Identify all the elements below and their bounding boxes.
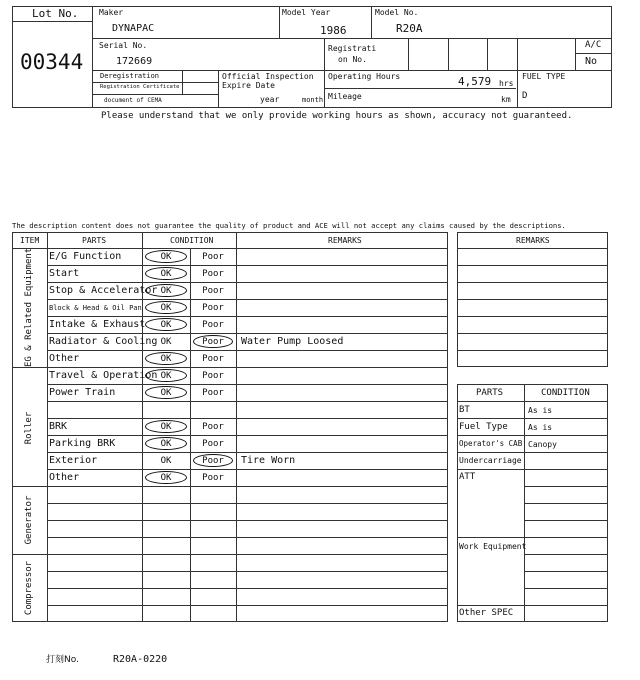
registration-label-2: on No. [338, 55, 367, 64]
divider [236, 232, 237, 622]
right-part-bt: BT [459, 405, 470, 415]
row-divider [47, 452, 448, 453]
ok-selected-circle [145, 284, 187, 297]
part-label: E/G Function [49, 251, 122, 262]
row-divider [47, 282, 448, 283]
divider [457, 350, 608, 351]
operating-hours-label: Operating Hours [328, 72, 401, 81]
row-divider [47, 401, 448, 402]
ok-option[interactable]: OK [160, 473, 172, 483]
part-label: Exterior [49, 455, 98, 466]
divider [47, 232, 48, 622]
row-divider [47, 435, 448, 436]
right-part-undercarriage: Undercarriage [459, 456, 522, 465]
divider [92, 70, 612, 71]
divider [279, 6, 280, 38]
divider [12, 21, 92, 22]
divider [12, 367, 448, 368]
inspection-label: Official Inspection [222, 72, 314, 81]
ok-selected-circle [145, 352, 187, 365]
divider [524, 520, 608, 521]
divider [182, 70, 183, 94]
ok-option[interactable]: OK [160, 269, 172, 279]
divider [92, 94, 218, 95]
poor-option[interactable]: Poor [202, 473, 224, 483]
right-part-att: ATT [459, 472, 476, 482]
disclaimer: The description content does not guarantee the quality of product and ACE will not accept any claims caused by the descriptions. [12, 221, 566, 230]
divider [457, 605, 608, 606]
row-divider [47, 520, 448, 521]
km-label: km [501, 95, 511, 104]
divider [12, 486, 448, 487]
poor-option[interactable]: Poor [202, 371, 224, 381]
mileage-label: Mileage [328, 92, 362, 101]
stamp-label: 打刻No. [46, 655, 79, 665]
row-divider [47, 418, 448, 419]
ok-selected-circle [145, 369, 187, 382]
divider [524, 554, 608, 555]
fuel-type-label: FUEL TYPE [522, 72, 566, 81]
ok-selected-circle [145, 386, 187, 399]
part-label: Other [49, 472, 80, 483]
poor-selected-circle [193, 454, 233, 467]
part-label: BRK [49, 421, 68, 432]
right-cond-fuel-type: As is [528, 423, 553, 432]
divider [92, 6, 93, 108]
part-label: Block & Head & Oil Pan [49, 304, 142, 312]
remarks-header: REMARKS [328, 236, 362, 245]
divider [371, 6, 372, 38]
row-divider [47, 316, 448, 317]
divider [457, 248, 608, 249]
cema-label: document of CEMA [104, 97, 162, 104]
divider [457, 282, 608, 283]
poor-option[interactable]: Poor [202, 286, 224, 296]
ok-option[interactable]: OK [160, 337, 172, 347]
lot-label: Lot No. [32, 7, 79, 20]
divider [12, 248, 448, 249]
remark-text: Water Pump Loosed [241, 336, 344, 347]
right-part-operator-cab: Operator's CAB [459, 439, 523, 448]
ok-option[interactable]: OK [160, 388, 172, 398]
fuel-type-value: D [522, 91, 528, 101]
serial-label: Serial No. [99, 41, 148, 50]
ok-option[interactable]: OK [160, 303, 172, 313]
row-divider [47, 588, 448, 589]
model-year-value: 1986 [320, 24, 347, 37]
right-cond-bt: As is [528, 406, 553, 415]
divider [524, 588, 608, 589]
ok-selected-circle [145, 250, 187, 263]
section-label-generator: Generator [24, 495, 34, 545]
item-header: ITEM [20, 236, 40, 245]
serial-value: 172669 [116, 56, 153, 67]
divider [457, 435, 608, 436]
poor-option[interactable]: Poor [202, 439, 224, 449]
row-divider [47, 350, 448, 351]
part-label: Other [49, 353, 80, 364]
working-hours-notice: Please understand that we only provide working hours as shown, accuracy not guaranteed. [101, 111, 573, 121]
poor-option[interactable]: Poor [202, 337, 224, 347]
row-divider [47, 537, 448, 538]
divider [457, 469, 608, 470]
ok-option[interactable]: OK [160, 286, 172, 296]
divider [457, 537, 608, 538]
deregistration-label: Deregistration [100, 72, 160, 80]
divider [457, 265, 608, 266]
divider [457, 333, 608, 334]
stamp-value: R20A-0220 [113, 654, 168, 665]
ok-option[interactable]: OK [160, 371, 172, 381]
poor-option[interactable]: Poor [202, 303, 224, 313]
condition-header: CONDITION [170, 236, 214, 245]
part-label: Power Train [49, 387, 116, 398]
row-divider [47, 571, 448, 572]
poor-option[interactable]: Poor [202, 456, 224, 466]
ok-option[interactable]: OK [160, 252, 172, 262]
right-cond-operator-cab: Canopy [528, 440, 557, 449]
month-label: month [302, 96, 324, 104]
divider [448, 38, 449, 70]
poor-selected-circle [193, 335, 233, 348]
ok-option[interactable]: OK [160, 439, 172, 449]
divider [457, 401, 608, 402]
row-divider [47, 299, 448, 300]
inspection-label-2: Expire Date [222, 81, 275, 90]
year-label: year [260, 95, 280, 104]
divider [12, 554, 448, 555]
divider [524, 503, 608, 504]
divider [92, 82, 218, 83]
section-label-eg: EG & Related Equipment [24, 247, 34, 367]
row-divider [47, 503, 448, 504]
right-remarks-header: REMARKS [516, 236, 550, 245]
part-label: Parking BRK [49, 438, 116, 449]
divider [575, 38, 576, 70]
ok-option[interactable]: OK [160, 422, 172, 432]
registration-label: Registrati [328, 44, 377, 53]
divider [575, 53, 612, 54]
ok-selected-circle [145, 267, 187, 280]
model-year-label: Model Year [282, 8, 331, 17]
divider [457, 299, 608, 300]
poor-option[interactable]: Poor [202, 320, 224, 330]
maker-label: Maker [99, 8, 124, 17]
divider [92, 38, 612, 39]
operating-hours-value: 4,579 [458, 75, 492, 88]
right-part-other-spec: Other SPEC [459, 608, 514, 618]
row-divider [47, 265, 448, 266]
poor-option[interactable]: Poor [202, 422, 224, 432]
poor-option[interactable]: Poor [202, 269, 224, 279]
remark-text: Tire Worn [241, 455, 296, 466]
parts-header: PARTS [82, 236, 107, 245]
hrs-label: hrs [499, 79, 514, 88]
ac-value: No [585, 56, 598, 67]
ok-option[interactable]: OK [160, 354, 172, 364]
row-divider [47, 384, 448, 385]
ok-option[interactable]: OK [160, 456, 172, 466]
divider [517, 38, 518, 108]
part-label: Radiator & Cooling [49, 336, 158, 347]
divider [408, 38, 409, 70]
row-divider [47, 605, 448, 606]
divider [487, 38, 488, 70]
model-no-label: Model No. [375, 8, 419, 17]
right-parts-header: PARTS [476, 388, 504, 398]
row-divider [47, 469, 448, 470]
divider [457, 316, 608, 317]
divider [524, 486, 608, 487]
part-label: Intake & Exhaust [49, 319, 146, 330]
lot-number: 00344 [20, 50, 84, 74]
poor-option[interactable]: Poor [202, 388, 224, 398]
section-label-roller: Roller [24, 411, 34, 445]
poor-option[interactable]: Poor [202, 252, 224, 262]
ok-selected-circle [145, 301, 187, 314]
right-condition-header: CONDITION [541, 388, 590, 398]
model-no-value: R20A [396, 22, 423, 35]
ok-selected-circle [145, 318, 187, 331]
divider [324, 88, 516, 89]
divider [457, 418, 608, 419]
reg-cert-label: Registration Certificate [100, 84, 180, 90]
part-label: Travel & Operation [49, 370, 158, 381]
maker-value: DYNAPAC [112, 23, 155, 34]
poor-option[interactable]: Poor [202, 354, 224, 364]
part-label: Stop & Accelerator [49, 285, 158, 296]
divider [457, 452, 608, 453]
divider [524, 571, 608, 572]
ok-selected-circle [145, 420, 187, 433]
ac-label: A/C [585, 40, 602, 50]
row-divider [47, 333, 448, 334]
ok-option[interactable]: OK [160, 320, 172, 330]
ok-selected-circle [145, 437, 187, 450]
divider [324, 38, 325, 108]
part-label: Start [49, 268, 80, 279]
ok-selected-circle [145, 471, 187, 484]
right-part-work-equipment: Work Equipment [459, 542, 527, 551]
section-label-compressor: Compressor [24, 560, 34, 616]
divider [218, 70, 219, 108]
right-part-fuel-type: Fuel Type [459, 422, 508, 432]
